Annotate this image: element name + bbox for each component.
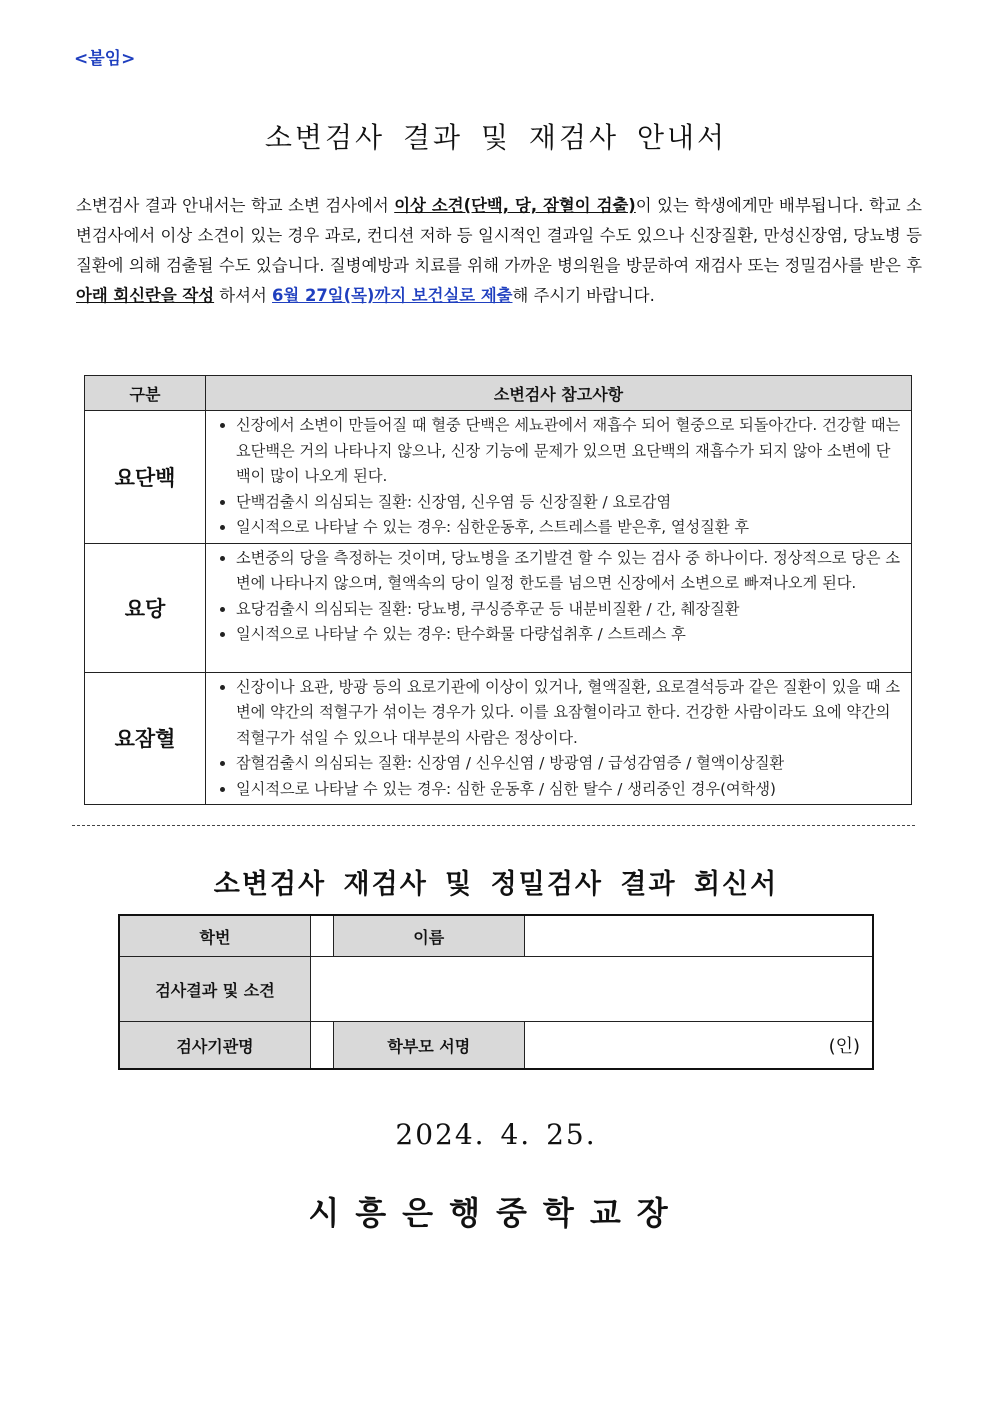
cut-line-divider	[72, 825, 915, 826]
reply-form-table	[118, 914, 874, 1070]
table-row	[85, 543, 912, 672]
notice-title: 소변검사 결과 및 재검사 안내서	[264, 121, 728, 154]
issue-date: 2024. 4. 25.	[395, 1118, 597, 1151]
category-occult-blood: 요잠혈	[85, 672, 206, 805]
student-number-label: 학번	[119, 915, 311, 957]
list-item: • 일시적으로 나타날 수 있는 경우: 탄수화물 다량섭취후 / 스트레스 후	[236, 622, 905, 648]
institution-field[interactable]	[311, 1022, 334, 1070]
result-field[interactable]	[311, 957, 874, 1022]
reply-title: 소변검사 재검사 및 정밀검사 결과 회신서	[213, 869, 779, 900]
intro-text-2: 이 있는 학생에게만 배부됩니다. 학교 소변검사에서 이상 소견이 있는 경우 과로, 컨디션 저하 등 일시적인 결과일 수도 있으나 신장질환, 만성신장염, 당뇨병 등 질환에 의해 검출될 수도 있습니다. 질병예방과 치료를 위해 가까운 병의원을 방문하여 재검사 또는 정밀검사를 받은 후	[76, 196, 923, 275]
table-row	[119, 915, 873, 957]
school-principal: 시흥은행중학교장	[308, 1194, 684, 1232]
list-item: • 잠혈검출시 의심되는 질환: 신장염 / 신우신염 / 방광염 / 급성감염증 / 혈액이상질환	[236, 751, 905, 777]
notes-protein	[206, 411, 912, 544]
header-notes: 소변검사 참고사항	[206, 376, 912, 411]
list-item: • 요당검출시 의심되는 질환: 당뇨병, 쿠싱증후군 등 내분비질환 / 간, 췌장질환	[236, 597, 905, 623]
list-item: • 신장에서 소변이 만들어질 때 혈중 단백은 세뇨관에서 재흡수 되어 혈중으로 되돌아간다. 건강할 때는 요단백은 거의 나타나지 않으나, 신장 기능에 문제가 있으면 요단백의 재흡수가 되지 않아 소변에 단백이 많이 나오게 된다.	[236, 413, 905, 490]
list-item: • 신장이나 요관, 방광 등의 요로기관에 이상이 있거나, 혈액질환, 요로결석등과 같은 질환이 있을 때 소변에 약간의 적혈구가 섞이는 경우가 있다. 이를 요잠혈이라고 한다. 건강한 사람이라도 요에 약간의 적혈구가 섞일 수 있으나 대부분의 사람은 정상이다.	[236, 675, 905, 752]
intro-emphasis-reply: 아래 회신란을 작성	[76, 286, 215, 305]
reference-table-header	[85, 376, 912, 411]
list-item: • 소변중의 당을 측정하는 것이며, 당뇨병을 조기발견 할 수 있는 검사 중 하나이다. 정상적으로 당은 소변에 나타나지 않으며, 혈액속의 당이 일정 한도를 넘으면 신장에서 소변으로 빠져나오게 된다.	[236, 546, 905, 597]
result-label: 검사결과 및 소견	[119, 957, 311, 1022]
table-row	[85, 672, 912, 805]
intro-text-4: 해 주시기 바랍니다.	[512, 286, 655, 305]
list-item: • 단백검출시 의심되는 질환: 신장염, 신우염 등 신장질환 / 요로감염	[236, 490, 905, 516]
institution-label: 검사기관명	[119, 1022, 311, 1070]
table-row	[119, 1022, 873, 1070]
table-row	[119, 957, 873, 1022]
student-number-field[interactable]	[311, 915, 334, 957]
notes-glucose	[206, 543, 912, 672]
parent-sign-field[interactable]: (인)	[524, 1022, 873, 1070]
intro-text-3: 하셔서	[214, 286, 273, 305]
name-label: 이름	[333, 915, 524, 957]
notice-intro	[76, 191, 922, 311]
notes-occult-blood	[206, 672, 912, 805]
list-item: • 일시적으로 나타날 수 있는 경우: 심한운동후, 스트레스를 받은후, 열성질환 후	[236, 515, 905, 541]
list-item: • 일시적으로 나타날 수 있는 경우: 심한 운동후 / 심한 탈수 / 생리중인 경우(여학생)	[236, 777, 905, 803]
intro-text-1: 소변검사 결과 안내서는 학교 소변 검사에서	[76, 196, 395, 215]
attachment-label: <붙임>	[74, 49, 136, 69]
intro-emphasis-abnormal: 이상 소견(단백, 당, 잠혈이 검출)	[394, 196, 636, 215]
table-row	[85, 411, 912, 544]
header-category: 구분	[85, 376, 206, 411]
name-field[interactable]	[524, 915, 873, 957]
reference-table	[84, 375, 912, 805]
category-protein: 요단백	[85, 411, 206, 544]
intro-emphasis-deadline: 6월 27일(목)까지 보건실로 제출	[272, 286, 513, 305]
parent-sign-label: 학부모 서명	[333, 1022, 524, 1070]
category-glucose: 요당	[85, 543, 206, 672]
